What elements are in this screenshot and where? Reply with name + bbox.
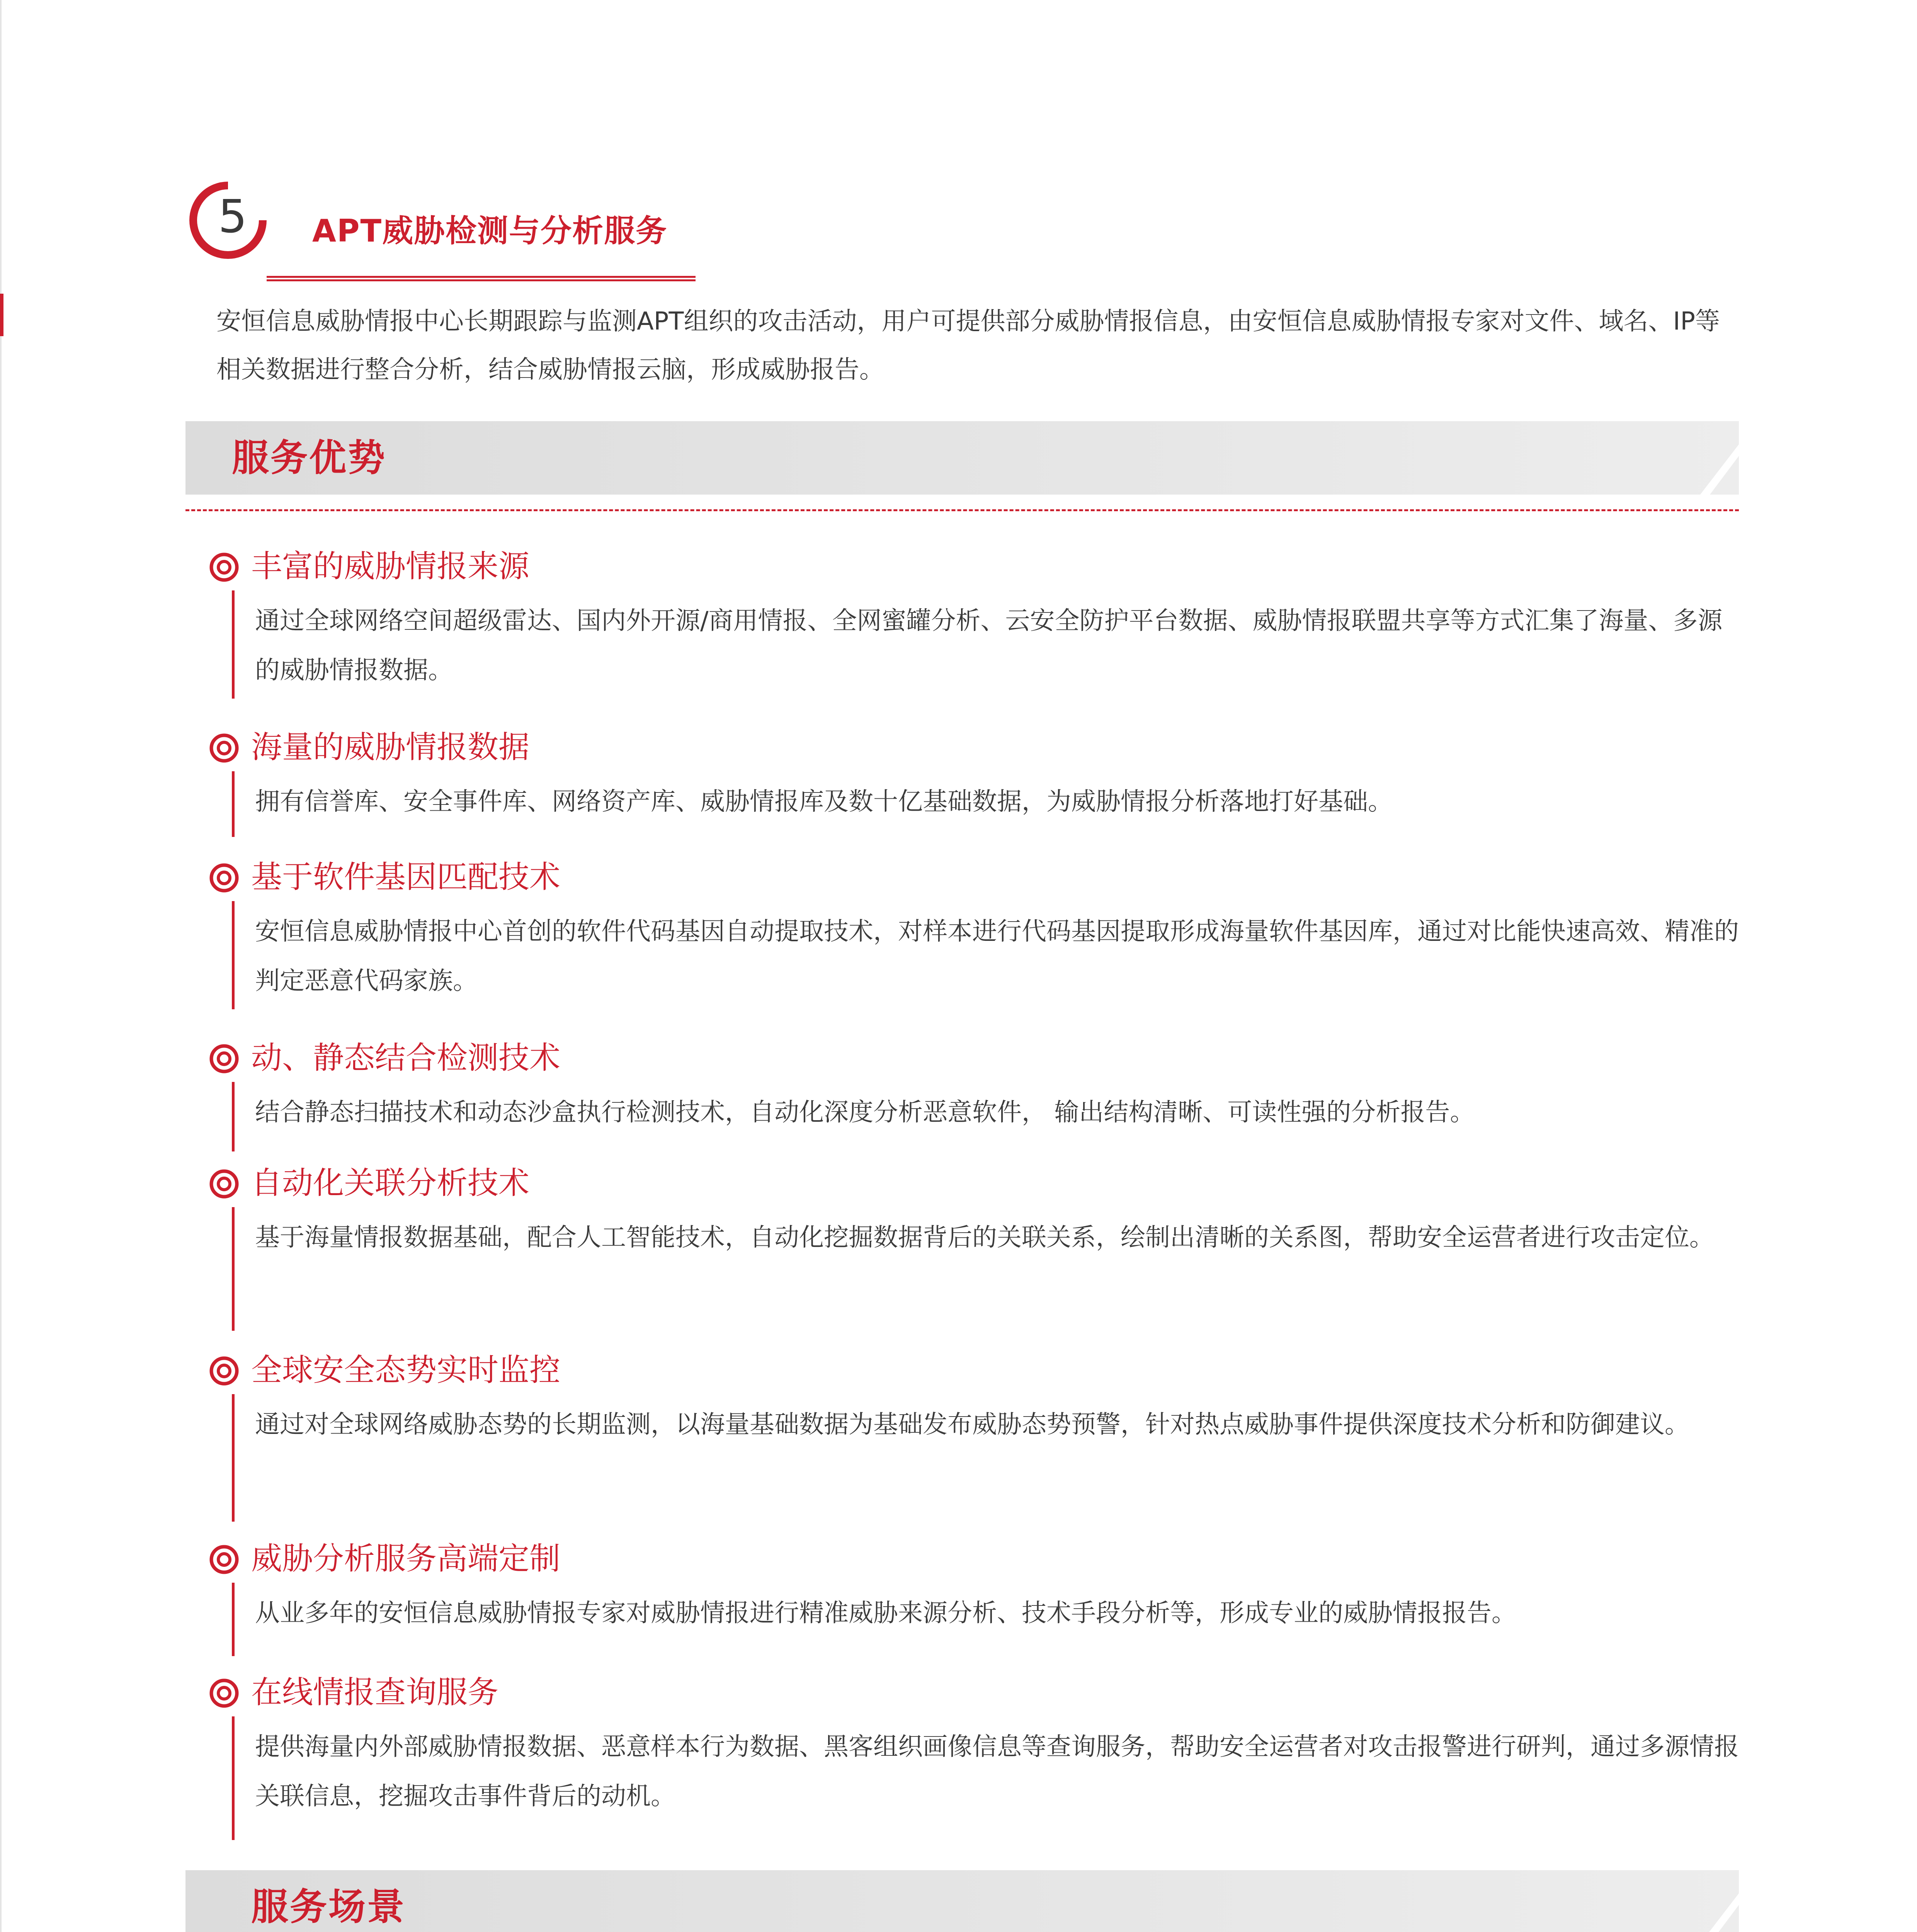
banner-background — [185, 1870, 1739, 1932]
section-title: APT威胁检测与分析服务 — [312, 213, 668, 249]
banner-background — [185, 421, 1739, 495]
scenes-heading: 服务场景 — [251, 1885, 406, 1929]
advantage-desc: 从业多年的安恒信息威胁情报专家对威胁情报进行精准威胁来源分析、技术手段分析等，形成专业的威胁情报报告。 — [255, 1599, 1516, 1628]
advantage-desc: 提供海量内外部威胁情报数据、恶意样本行为数据、黑客组织画像信息等查询服务，帮助安全运营者对攻击报警进行研判，通过多源情报关联信息，挖掘攻击事件背后的动机。 — [255, 1733, 1739, 1811]
section-intro: 安恒信息威胁情报中心长期跟踪与监测APT组织的攻击活动，用户可提供部分威胁情报信息，由安恒信息威胁情报专家对文件、域名、IP等相关数据进行整合分析，结合威胁情报云脑，形成威胁报告。 — [216, 307, 1720, 384]
advantage-title: 基于软件基因匹配技术 — [251, 859, 560, 895]
target-icon — [209, 1678, 240, 1709]
advantage-title: 在线情报查询服务 — [251, 1674, 498, 1710]
advantage-item — [209, 1541, 1747, 1660]
target-icon — [209, 1544, 240, 1575]
advantage-desc: 通过全球网络空间超级雷达、国内外开源/商用情报、全网蜜罐分析、云安全防护平台数据、威胁情报联盟共享等方式汇集了海量、多源的威胁情报数据。 — [255, 607, 1723, 685]
section-underline — [267, 276, 696, 282]
target-icon — [209, 1168, 240, 1199]
advantage-item — [209, 1165, 1747, 1323]
advantage-desc: 安恒信息威胁情报中心首创的软件代码基因自动提取技术，对样本进行代码基因提取形成海量软件基因库，通过对比能快速高效、精准的判定恶意代码家族。 — [255, 917, 1739, 995]
advantages-heading: 服务优势 — [232, 436, 386, 480]
advantage-title: 丰富的威胁情报来源 — [251, 548, 529, 584]
advantage-title: 自动化关联分析技术 — [251, 1165, 529, 1201]
scenes-banner — [185, 1870, 1739, 1932]
advantage-item — [209, 1352, 1747, 1510]
advantage-bar — [232, 1583, 235, 1656]
advantage-item — [209, 548, 1747, 706]
advantage-item — [209, 1040, 1747, 1159]
target-icon — [209, 1043, 240, 1074]
advantage-bar — [232, 1716, 235, 1840]
target-icon — [209, 1355, 240, 1386]
page-edge — [0, 0, 2, 1932]
advantages-banner — [185, 421, 1739, 495]
advantage-title: 海量的威胁情报数据 — [251, 729, 529, 765]
advantage-desc: 结合静态扫描技术和动态沙盒执行检测技术，自动化深度分析恶意软件， 输出结构清晰、可读性强的分析报告。 — [255, 1098, 1475, 1127]
advantage-bar — [232, 590, 235, 699]
advantage-desc: 通过对全球网络威胁态势的长期监测，以海量基础数据为基础发布威胁态势预警，针对热点威胁事件提供深度技术分析和防御建议。 — [255, 1410, 1689, 1439]
target-icon — [209, 552, 240, 583]
advantage-item — [209, 859, 1747, 1017]
advantage-title: 全球安全态势实时监控 — [251, 1352, 560, 1388]
advantage-item — [209, 1674, 1747, 1840]
advantage-bar — [232, 1394, 235, 1522]
advantage-bar — [232, 1207, 235, 1331]
target-icon — [209, 862, 240, 893]
edge-mark — [0, 294, 3, 336]
advantage-bar — [232, 901, 235, 1009]
advantage-bar — [232, 1082, 235, 1151]
advantage-title: 威胁分析服务高端定制 — [251, 1541, 560, 1577]
target-icon — [209, 733, 240, 764]
advantage-item — [209, 729, 1747, 849]
section-number: 5 — [218, 190, 247, 243]
advantages-divider — [185, 509, 1739, 511]
advantage-desc: 拥有信誉库、安全事件库、网络资产库、威胁情报库及数十亿基础数据，为威胁情报分析落地打好基础。 — [255, 787, 1393, 816]
advantage-desc: 基于海量情报数据基础，配合人工智能技术，自动化挖掘数据背后的关联关系，绘制出清晰的关系图，帮助安全运营者进行攻击定位。 — [255, 1223, 1714, 1252]
advantage-bar — [232, 771, 235, 837]
advantage-title: 动、静态结合检测技术 — [251, 1040, 560, 1076]
